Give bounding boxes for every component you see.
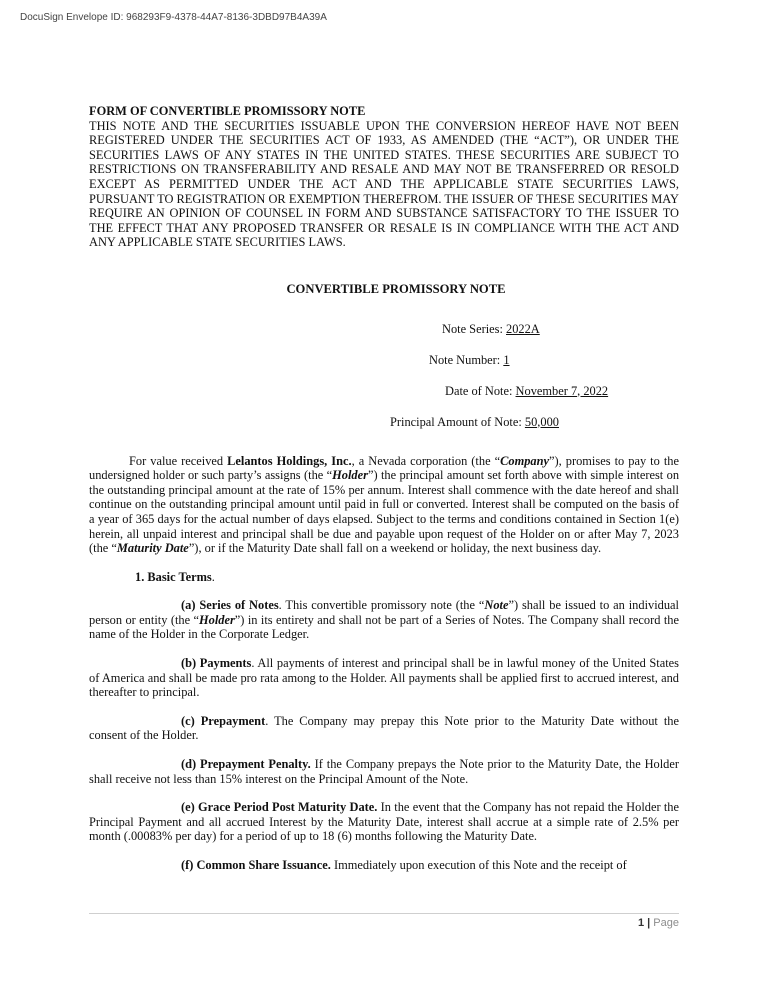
clause-e-grace-period [89,800,679,844]
note-date-line [89,384,679,415]
intro-text-2: , a Nevada corporation (the “ [351,453,501,468]
clause-f-common-share-issuance [89,858,679,873]
company-name: Lelantos Holdings, Inc. [227,453,352,468]
clause-c-prepayment [89,714,679,743]
maturity-date-defined-term: Maturity Date [116,541,189,556]
clause-d-heading: (d) Prepayment Penalty. [181,757,311,772]
note-date-label: Date of Note: [445,383,516,398]
clause-a-series-of-notes [89,598,679,642]
clause-d-text: If the Company prepays the Note prior to the Maturity Date, the Holder shall receive not less than 15% interest on the Principal Amount of the Note. [89,757,680,786]
note-number-label: Note Number: [429,352,504,367]
footer-divider [89,913,679,914]
section-1-title: 1. Basic Terms [135,569,212,584]
note-details [89,322,679,446]
securities-legend: THIS NOTE AND THE SECURITIES ISSUABLE UPON THE CONVERSION HEREOF HAVE NOT BEEN REGISTERED UNDER THE SECURITIES ACT OF 1933, AS AMENDED (THE “ACT”), OR UNDER THE SECURITIES LAWS OF ANY STATES IN THE UNITED STATES. THESE SECURITIES ARE SUBJECT TO RESTRICTIONS ON TRANSFERABILITY AND RESALE AND MAY NOT BE TRANSFERRED OR RESOLD EXCEPT AS PERMITTED UNDER THE ACT AND THE APPLICABLE STATE SECURITIES LAWS, PURSUANT TO REGISTRATION OR EXEMPTION THEREFROM. THE ISSUER OF THESE SECURITIES MAY REQUIRE AN OPINION OF COUNSEL IN FORM AND SUBSTANCE SATISFACTORY TO THE ISSUER TO THE EFFECT THAT ANY PROPOSED TRANSFER OR RESALE IS IN COMPLIANCE WITH THE ACT AND ANY APPLICABLE STATE SECURITIES LAWS. [89,118,679,250]
clause-a-heading: (a) Series of Notes [181,598,279,613]
note-series-label: Note Series: [442,321,507,336]
clause-c-heading: (c) Prepayment [181,713,266,728]
clause-a-text-3: ”) in its entirety and shall not be part of a Series of Notes. The Company shall record the name of the Holder in the Corporate Ledger. [89,612,679,642]
page-label: Page [653,917,679,929]
note-date-value: November 7, 2022 [515,383,609,398]
document-body [89,104,679,873]
clause-a-text-2: ”) shall be issued to an individual person or entity (the “ [89,598,679,627]
note-defined-term: Note [484,598,509,613]
footer-separator: | [647,917,651,929]
note-number-value: 1 [503,352,510,367]
holder-defined-term: Holder [332,468,368,483]
clause-f-heading: (f) Common Share Issuance. [181,858,331,872]
document-title: CONVERTIBLE PROMISSORY NOTE [286,281,506,296]
docusign-envelope-id: DocuSign Envelope ID: 968293F9-4378-44A7-8136-3DBD97B4A39A [20,12,327,23]
principal-amount-line [89,415,679,446]
intro-text-3: ”), promises to pay to the undersigned holder or such party’s assigns (the “ [89,453,679,483]
clause-c-text: . The Company may prepay this Note prior to the Maturity Date without the consent of the Holder. [89,713,679,743]
intro-text-5: ”), or if the Maturity Date shall fall on a weekend or holiday, the next business day. [188,541,602,556]
section-1-heading [135,570,679,585]
form-title: FORM OF CONVERTIBLE PROMISSORY NOTE [89,104,366,118]
clause-e-text: In the event that the Company has not repaid the Holder the Principal Payment and all accrued Interest by the Maturity Date, interest shall accrue at a simple rate of 2.5% per month (.00083% per day) for a period of up to 18 (6) months following the Maturity Date. [89,800,680,844]
intro-paragraph [89,454,679,556]
page-number: 1 [637,917,645,929]
clause-d-prepayment-penalty [89,757,679,786]
intro-text-1: For value received [129,453,228,468]
note-series-value: 2022A [506,321,540,336]
clause-a-holder-term: Holder [199,612,235,627]
note-number-line [89,353,679,384]
note-series-line [89,322,679,353]
principal-amount-value: 50,000 [524,414,559,429]
clause-f-text: Immediately upon execution of this Note and the receipt of [330,858,627,872]
principal-amount-label: Principal Amount of Note: [390,414,525,429]
clause-b-heading: (b) Payments [181,656,252,671]
intro-text-4: ”) the principal amount set forth above with simple interest on the outstanding principal amount at the rate of 15% per annum. Interest shall commence with the date hereof and shall continue on the outstanding principal amount until paid in full or converted. Interest shall be computed on the basis of a year of 365 days for the actual number of days elapsed. Subject to the terms and conditions contained in Section 1(e) herein, all unpaid interest and principal shall be due and payable upon request of the Holder on or after May 7, 2023 (the “ [89,468,680,556]
section-1-period: . [211,569,215,584]
clause-b-text: . All payments of interest and principal shall be in lawful money of the United States of America and shall be made pro rata among to the Holder. All payments shall be applied first to accrued interest, and thereafter to principal. [89,656,679,700]
clause-b-payments [89,656,679,700]
clause-a-text-1: . This convertible promissory note (the “ [278,598,485,613]
page-footer [638,917,679,929]
clause-e-heading: (e) Grace Period Post Maturity Date. [181,800,378,815]
company-defined-term: Company [500,453,550,468]
